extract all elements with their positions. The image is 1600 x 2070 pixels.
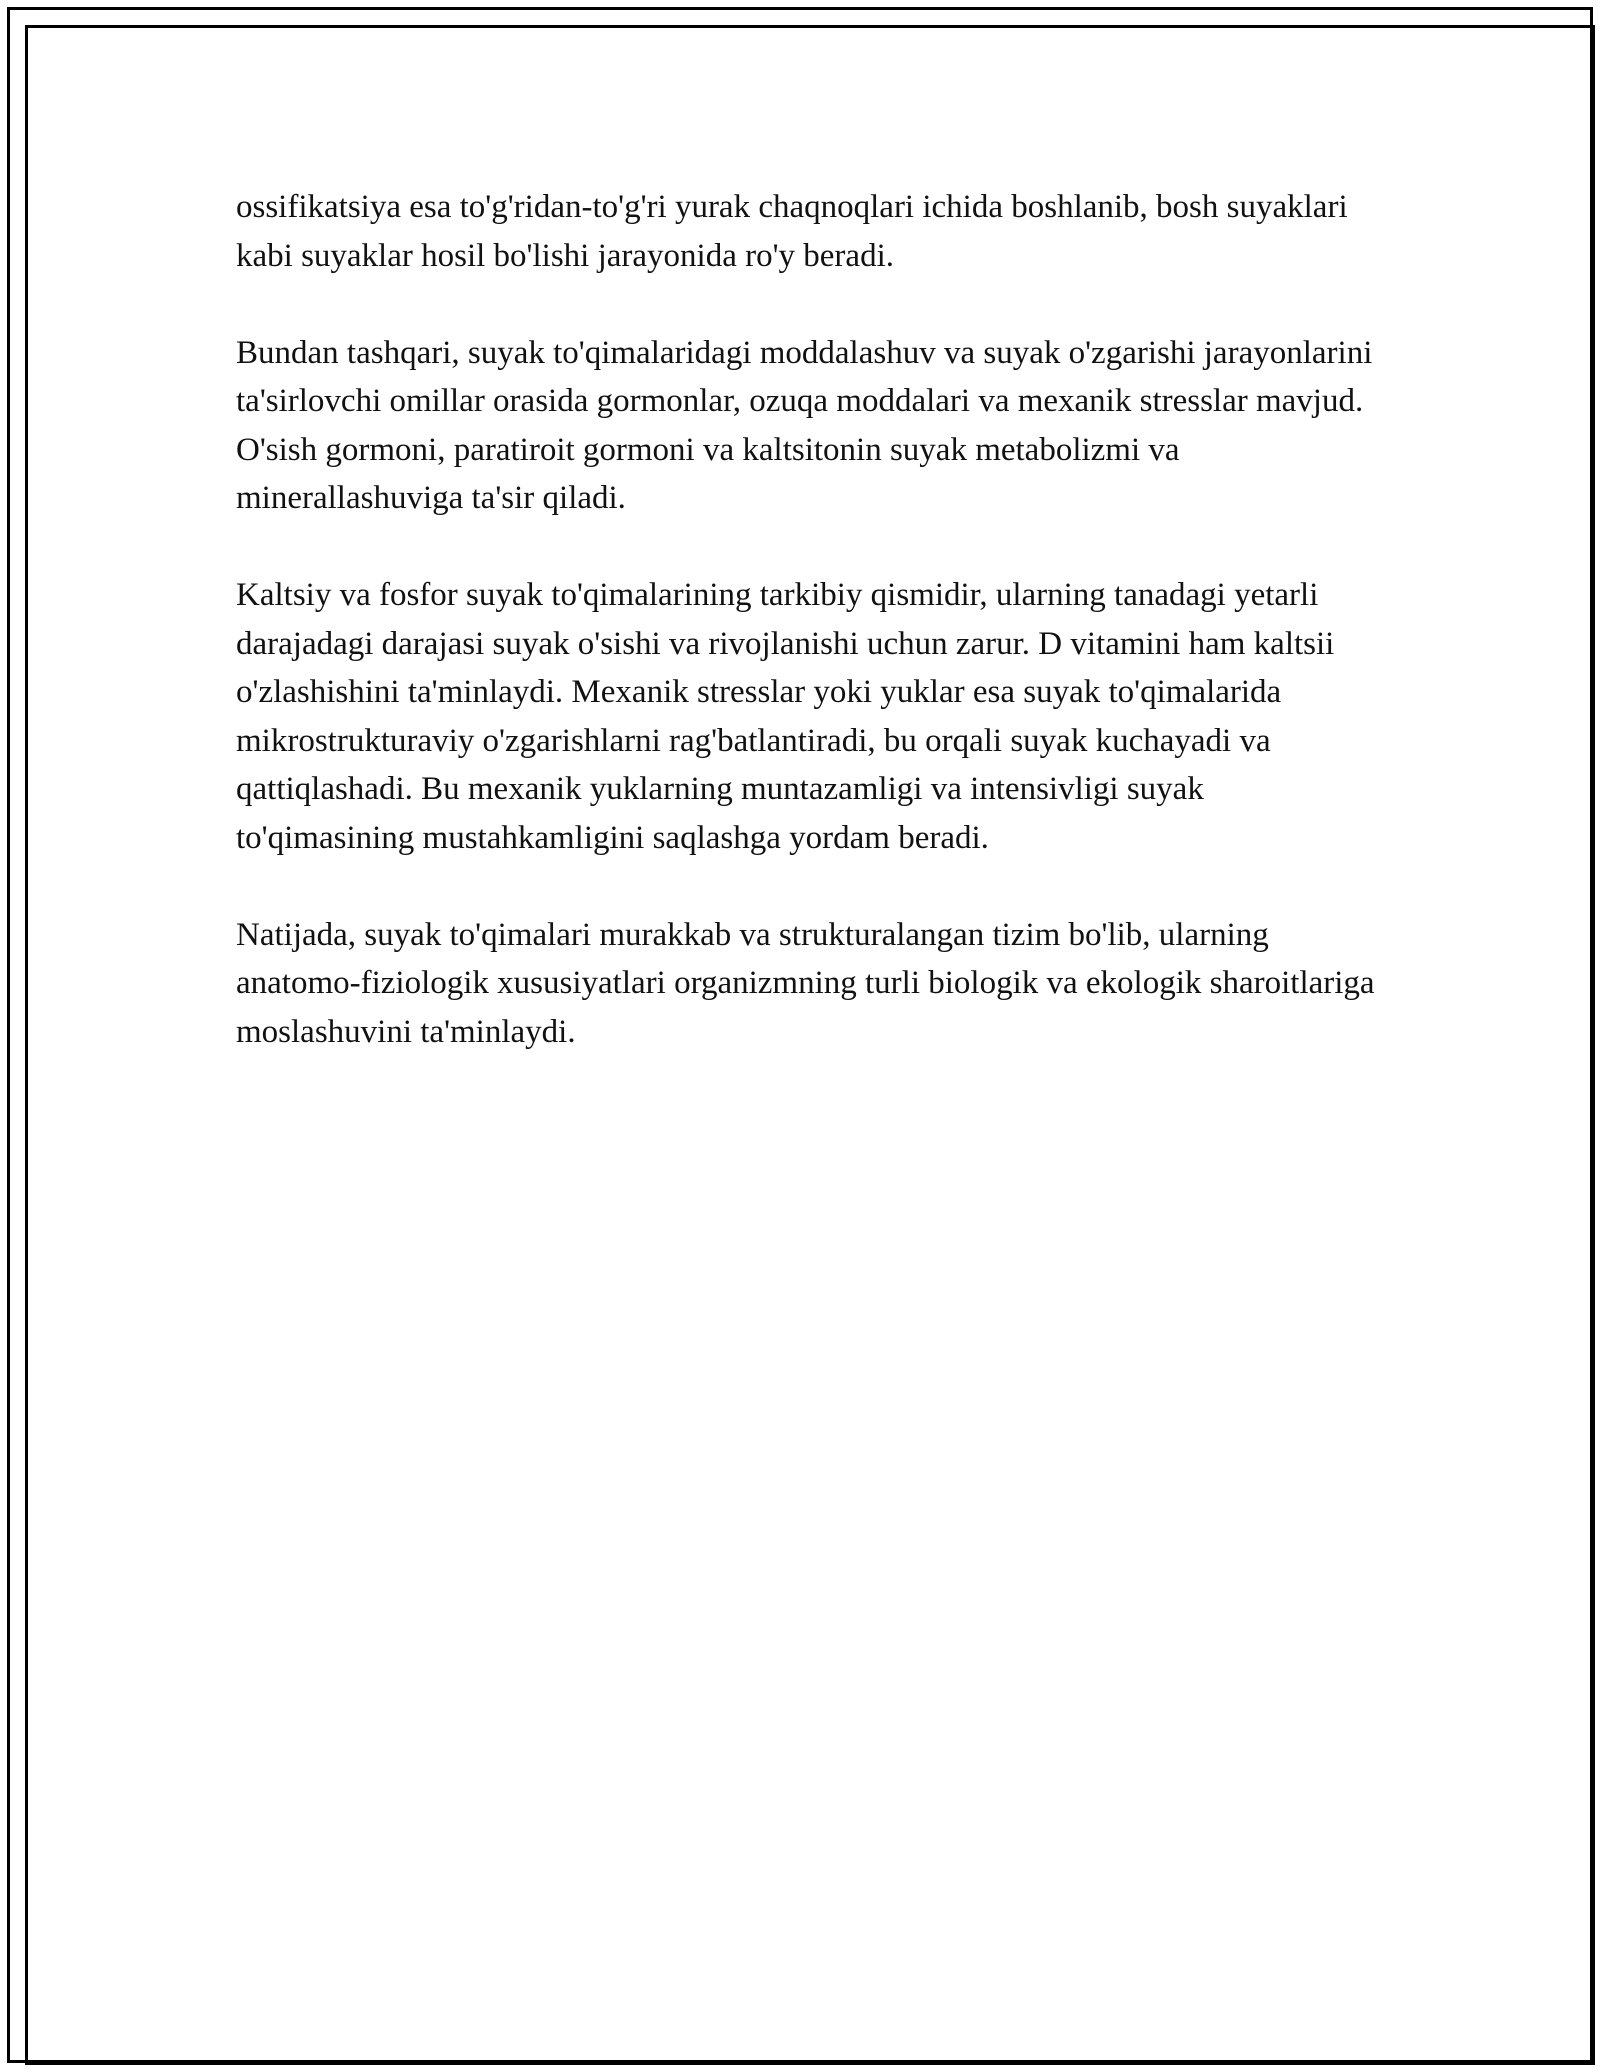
document-body [236, 183, 1376, 1105]
paragraph: Natijada, suyak to'qimalari murakkab va strukturalangan tizim bo'lib, ularning anatomo-fiziologik xususiyatlari organizmning turli biologik va ekologik sharoitlariga moslashuvini ta'minlaydi. [236, 916, 1375, 1050]
paragraph: Bundan tashqari, suyak to'qimalaridagi moddalashuv va suyak o'zgarishi jarayonlarini ta'sirlovchi omillar orasida gormonlar, ozuqa moddalari va mexanik stresslar mavjud. O'sish gormoni, paratiroit gormoni va kaltsitonin suyak metabolizmi va minerallashuviga ta'sir qiladi. [236, 334, 1373, 516]
paragraph: Kaltsiy va fosfor suyak to'qimalarining tarkibiy qismidir, ularning tanadagi yetarli darajadagi darajasi suyak o'sishi va rivojlanishi uchun zarur. D vitamini ham kaltsii o'zlashishini ta'minlaydi. Mexanik stresslar yoki yuklar esa suyak to'qimalarida mikrostrukturaviy o'zgarishlarni rag'batlantiradi, bu orqali suyak kuchayadi va qattiqlashadi. Bu mexanik yuklarning muntazamligi va intensivligi suyak to'qimasining mustahkamligini saqlashga yordam beradi. [236, 577, 1335, 856]
paragraph: ossifikatsiya esa to'g'ridan-to'g'ri yurak chaqnoqlari ichida boshlanib, bosh suyaklari kabi suyaklar hosil bo'lishi jarayonida ro'y beradi. [236, 189, 1348, 274]
